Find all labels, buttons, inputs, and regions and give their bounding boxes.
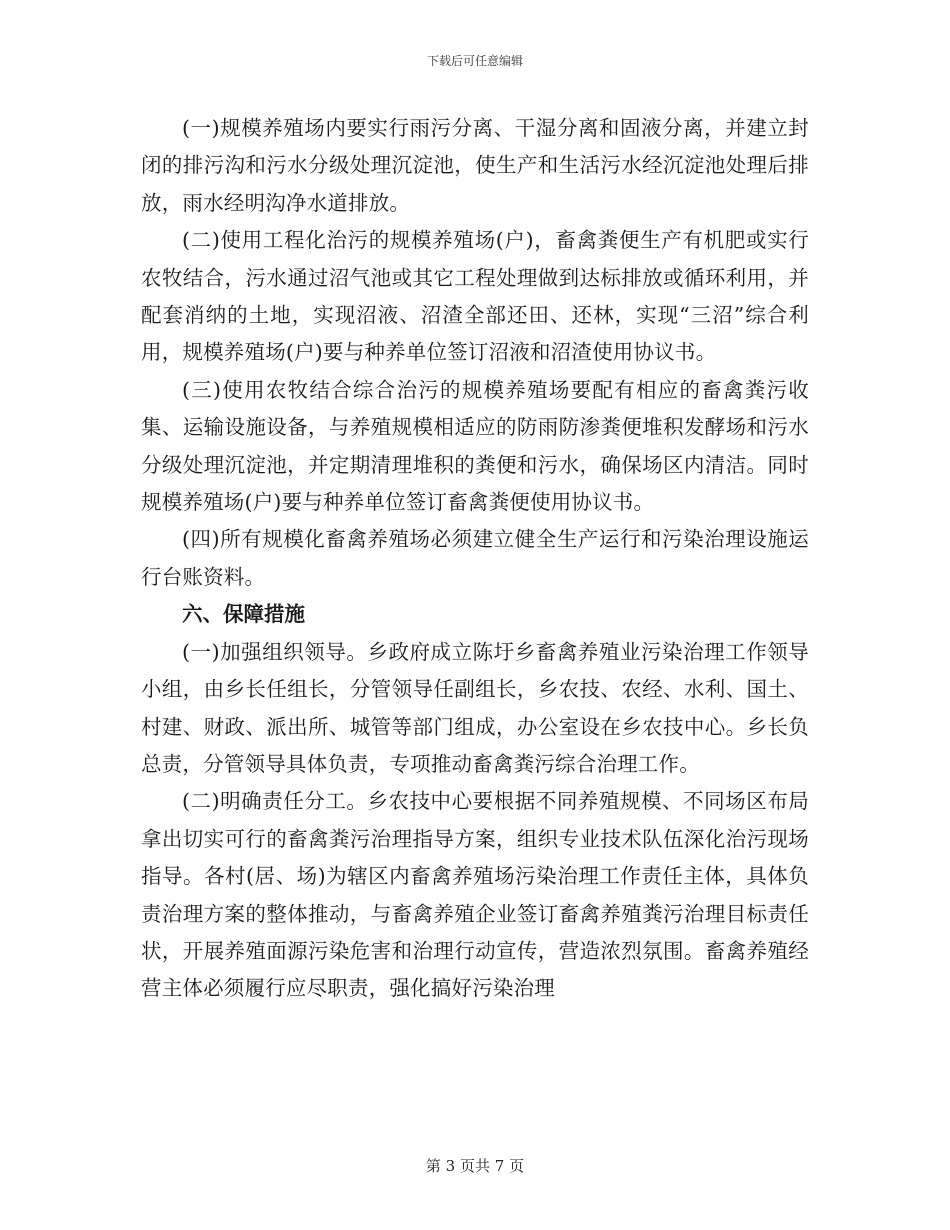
paragraph-rain-sewage-separation: (一)规模养殖场内要实行雨污分离、干湿分离和固液分离，并建立封闭的排污沟和污水分级处理沉淀池，使生产和生活污水经沉淀池处理后排放，雨水经明沟净水道排放。 (141, 116, 809, 215)
section-heading-safeguards: 六、保障措施 (182, 602, 305, 627)
document-body (141, 110, 809, 1008)
page-number: 第 3 页共 7 页 (425, 1157, 525, 1175)
paragraph-ledger-records: (四)所有规模化畜禽养殖场必须建立健全生产运行和污染治理设施运行台账资料。 (141, 527, 809, 589)
paragraph-organization-leadership: (一)加强组织领导。乡政府成立陈圩乡畜禽养殖业污染治理工作领导小组，由乡长任组长，分管领导任副组长，乡农技、农经、水利、国土、村建、财政、派出所、城管等部门组成，办公室设在乡农技中心。乡长负总责，分管领导具体负责，专项推动畜禽粪污综合治理工作。 (141, 639, 809, 776)
page-header-note: 下载后可任意编辑 (426, 54, 523, 68)
paragraph-responsibility-division: (二)明确责任分工。乡农技中心要根据不同养殖规模、不同场区布局拿出切实可行的畜禽粪污治理指导方案，组织专业技术队伍深化治污现场指导。各村(居、场)为辖区内畜禽养殖场污染治理工作责任主体，具体负责治理方案的整体推动，与畜禽养殖企业签订畜禽养殖粪污治理目标责任状，开展养殖面源污染危害和治理行动宣传，营造浓烈氛围。畜禽养殖经营主体必须履行应尽职责，强化搞好污染治理 (141, 789, 809, 1001)
paragraph-farming-integration: (三)使用农牧结合综合治污的规模养殖场要配有相应的畜禽粪污收集、运输设施设备，与养殖规模相适应的防雨防渗粪便堆积发酵场和污水分级处理沉淀池，并定期清理堆积的粪便和污水，确保场区内清洁。同时规模养殖场(户)要与种养单位签订畜禽粪便使用协议书。 (141, 377, 809, 515)
paragraph-engineering-treatment: (二)使用工程化治污的规模养殖场(户)，畜禽粪便生产有机肥或实行农牧结合，污水通过沼气池或其它工程处理做到达标排放或循环利用，并配套消纳的土地，实现沼液、沼渣全部还田、还林，实现“三沼”综合利用，规模养殖场(户)要与种养单位签订沼液和沼渣使用协议书。 (141, 228, 809, 365)
